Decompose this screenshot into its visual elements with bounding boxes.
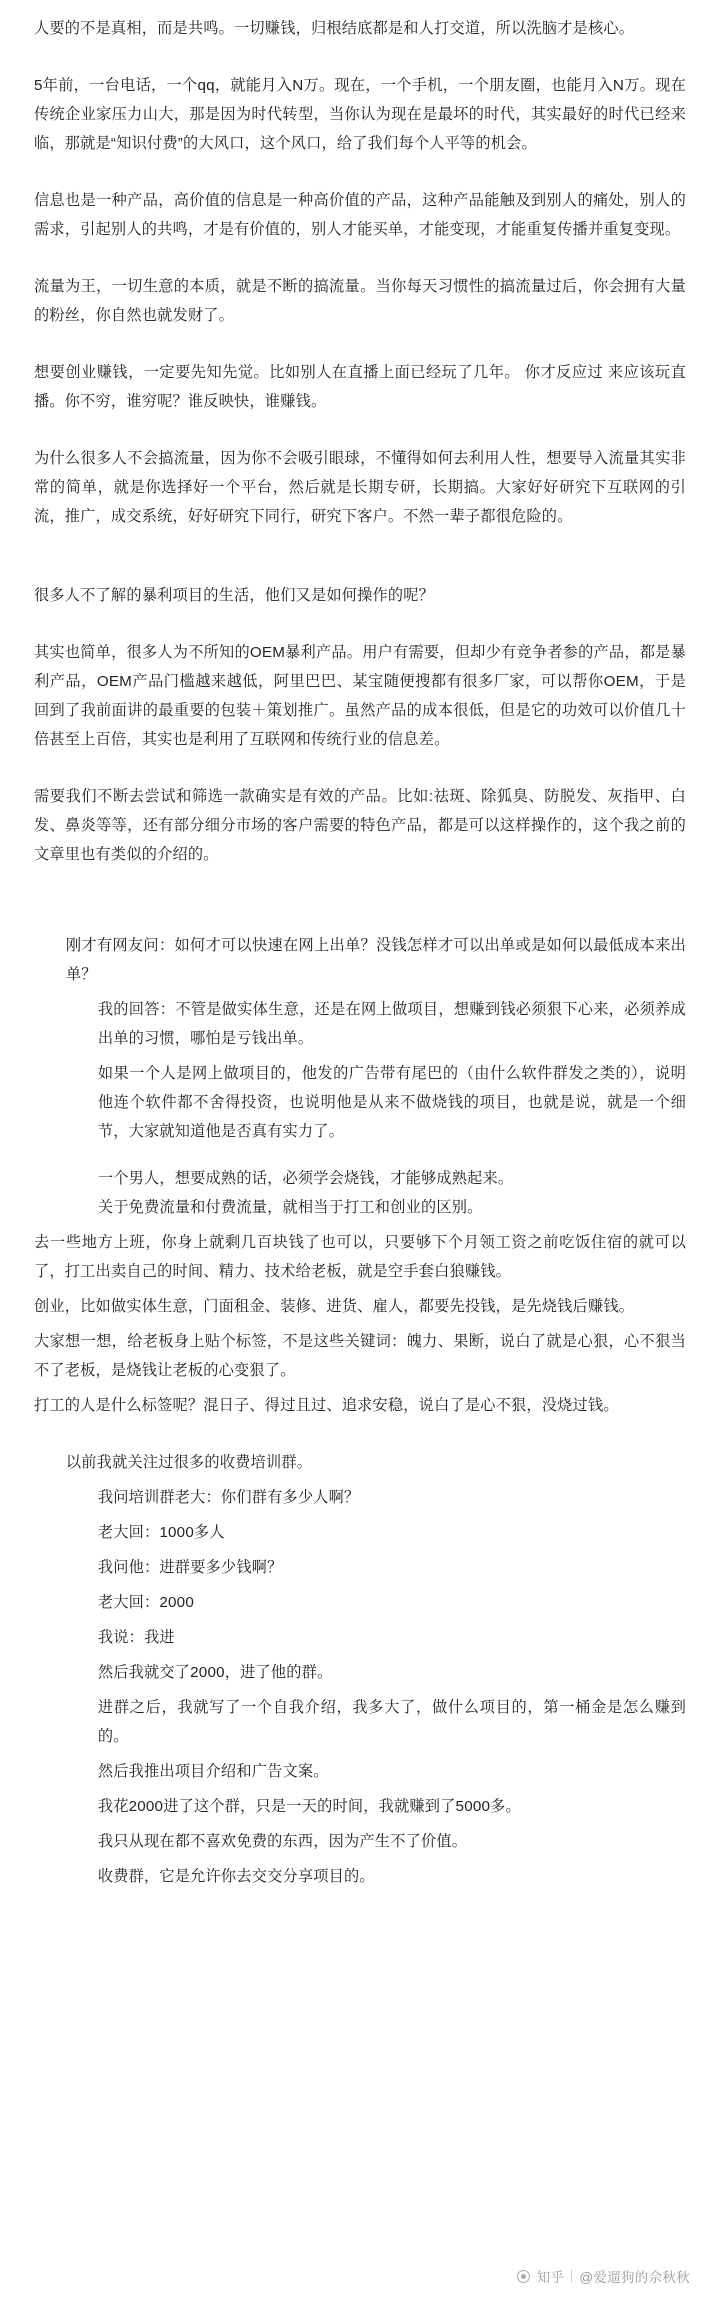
paragraph: 我问他：进群要多少钱啊？: [97, 1559, 283, 1576]
section-spacer: [34, 559, 686, 581]
paragraph: 我说：我进: [97, 1629, 175, 1646]
paragraph: 信息也是一种产品，高价值的信息是一种高价值的产品，这种产品能触及到别人的痛处，别人的需求，引起别人的共鸣，才是有价值的，别人才能买单，才能变现，才能重复传播并重复变现。: [34, 192, 686, 238]
section-spacer: [34, 897, 686, 931]
section-spacer: [34, 1152, 686, 1164]
paragraph: 我花2000进了这个群，只是一天的时间，我就赚到了5000多。: [97, 1798, 521, 1815]
watermark: [517, 2266, 690, 2286]
zhihu-logo-icon: [517, 2270, 530, 2283]
paragraph: 老大回：1000多人: [97, 1524, 225, 1541]
paragraph: 进群之后，我就写了一个自我介绍，我多大了，做什么项目的，第一桶金是怎么赚到的。: [97, 1699, 686, 1745]
article-body: [34, 14, 686, 1891]
paragraph: 然后我推出项目介绍和广告文案。: [97, 1763, 329, 1780]
watermark-divider: [571, 2270, 572, 2282]
paragraph: 很多人不了解的暴利项目的生活，他们又是如何操作的呢？: [34, 587, 435, 604]
paragraph: 我只从现在都不喜欢免费的东西，因为产生不了价值。: [97, 1833, 468, 1850]
watermark-platform: 知乎: [536, 2270, 565, 2285]
paragraph: 流量为王，一切生意的本质，就是不断的搞流量。当你每天习惯性的搞流量过后，你会拥有大量的粉丝，你自然也就发财了。: [34, 278, 686, 324]
paragraph: 打工的人是什么标签呢？混日子、得过且过、追求安稳，说白了是心不狠，没烧过钱。: [34, 1397, 619, 1414]
paragraph: 5年前，一台电话，一个qq，就能月入N万。现在，一个手机，一个朋友圈，也能月入N万。现在传统企业家压力山大，那是因为时代转型，当你认为现在是最坏的时代，其实最好的时代已经来临，那就是“知识付费”的大风口，这个风口，给了我们每个人平等的机会。: [34, 77, 686, 152]
paragraph: 一个男人，想要成熟的话，必须学会烧钱，才能够成熟起来。: [97, 1170, 514, 1187]
paragraph: 需要我们不断去尝试和筛选一款确实是有效的产品。比如:祛斑、除狐臭、防脱发、灰指甲、白发、鼻炎等等，还有部分细分市场的客户需要的特色产品，都是可以这样操作的，这个我之前的文章里也有类似的介绍的。: [34, 788, 686, 863]
paragraph: 然后我就交了2000，进了他的群。: [97, 1664, 333, 1681]
paragraph: 收费群，它是允许你去交交分享项目的。: [97, 1868, 375, 1885]
paragraph: 刚才有网友问：如何才可以快速在网上出单？没钱怎样才可以出单或是如何以最低成本来出单？: [65, 937, 686, 983]
paragraph: 大家想一想，给老板身上贴个标签，不是这些关键词：魄力、果断，说白了就是心狠，心不狠当不了老板，是烧钱让老板的心变狠了。: [34, 1333, 686, 1379]
paragraph: 去一些地方上班，你身上就剩几百块钱了也可以，只要够下个月领工资之前吃饭住宿的就可以了，打工出卖自己的时间、精力、技术给老板，就是空手套白狼赚钱。: [34, 1234, 686, 1280]
watermark-author: @爱遛狗的佘秋秋: [579, 2270, 690, 2285]
paragraph: 创业，比如做实体生意，门面租金、装修、进货、雇人，都要先投钱，是先烧钱后赚钱。: [34, 1298, 635, 1315]
section-spacer: [34, 1426, 686, 1448]
paragraph: 人要的不是真相，而是共鸣。一切赚钱，归根结底都是和人打交道，所以洗脑才是核心。: [34, 20, 635, 37]
paragraph: 老大回：2000: [97, 1594, 194, 1611]
paragraph: 以前我就关注过很多的收费培训群。: [65, 1454, 313, 1471]
paragraph: 关于免费流量和付费流量，就相当于打工和创业的区别。: [97, 1199, 483, 1216]
paragraph: 如果一个人是网上做项目的，他发的广告带有尾巴的（由什么软件群发之类的），说明他连个软件都不舍得投资，也说明他是从来不做烧钱的项目，也就是说，就是一个细节，大家就知道他是否真有实力了。: [97, 1065, 686, 1140]
paragraph: 我问培训群老大：你们群有多少人啊？: [97, 1489, 360, 1506]
paragraph: 其实也简单，很多人为不所知的OEM暴利产品。用户有需要，但却少有竞争者参的产品，都是暴利产品，OEM产品门槛越来越低，阿里巴巴、某宝随便搜都有很多厂家，可以帮你OEM，于是回到了我前面讲的最重要的包装＋策划推广。虽然产品的成本很低，但是它的功效可以价值几十倍甚至上百倍，其实也是利用了互联网和传统行业的信息差。: [34, 644, 686, 748]
paragraph: 为什么很多人不会搞流量，因为你不会吸引眼球，不懂得如何去利用人性，想要导入流量其实非常的简单，就是你选择好一个平台，然后就是长期专研，长期搞。大家好好研究下互联网的引流，推广，成交系统，好好研究下同行，研究下客户。不然一辈子都很危险的。: [34, 450, 686, 525]
paragraph: 想要创业赚钱，一定要先知先觉。比如别人在直播上面已经玩了几年。 你才反应过 来应该玩直播。你不穷，谁穷呢？谁反映快，谁赚钱。: [34, 364, 686, 410]
paragraph: 我的回答：不管是做实体生意，还是在网上做项目，想赚到钱必须狠下心来，必须养成出单的习惯，哪怕是亏钱出单。: [97, 1001, 686, 1047]
